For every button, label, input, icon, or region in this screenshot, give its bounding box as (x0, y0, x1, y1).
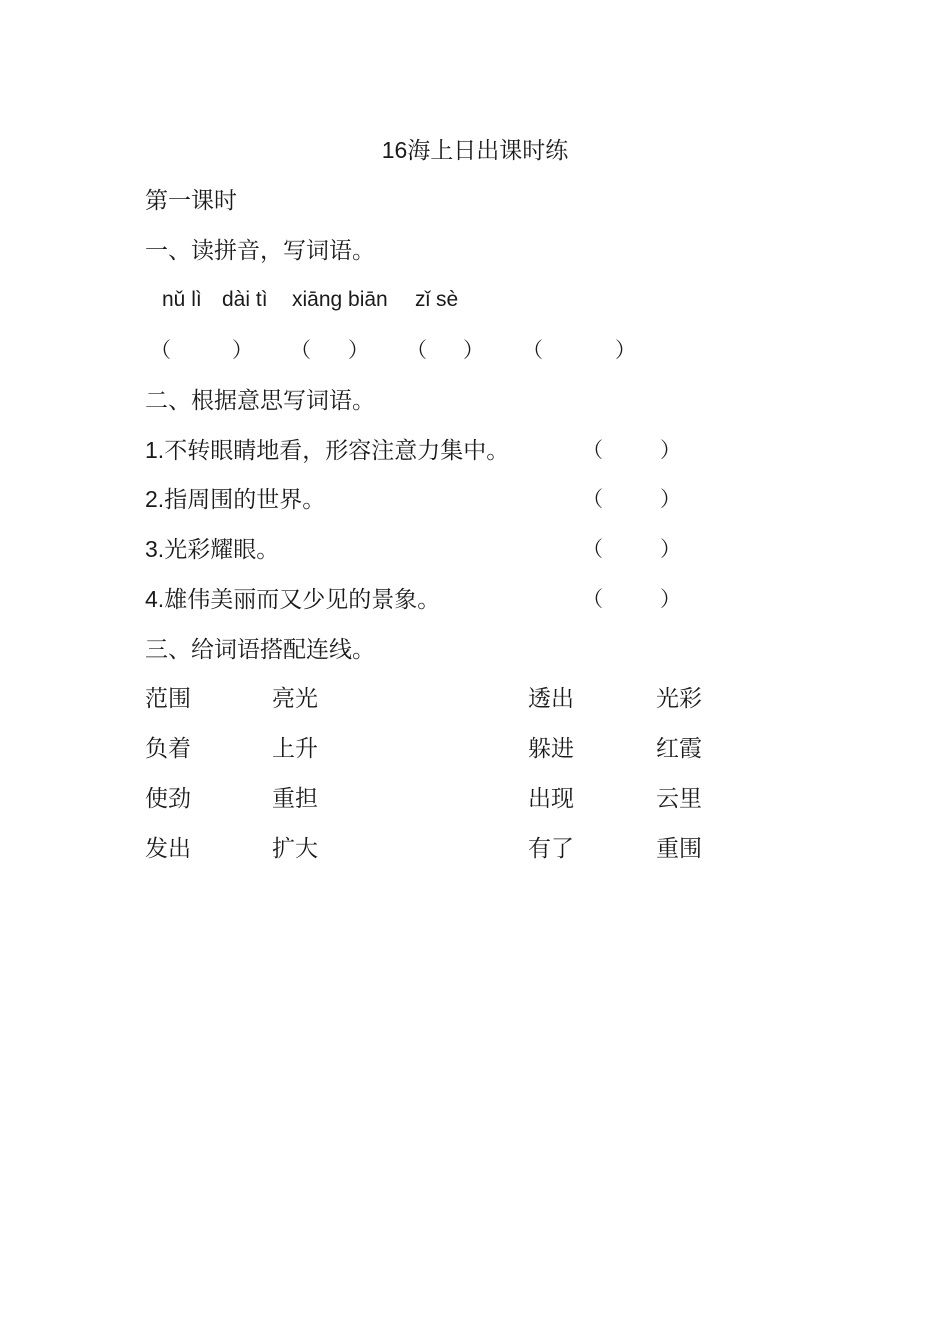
definition-item (145, 534, 279, 565)
answer-paren-close: ） (348, 338, 369, 362)
section1-heading: 一、读拼音，写词语。 (145, 238, 375, 264)
answer-paren-open: （ (582, 438, 603, 462)
pinyin-item: xiāng biān (292, 288, 388, 311)
definition-number: 2. (145, 486, 165, 512)
definition-number: 1. (145, 437, 165, 463)
lesson-label: 第一课时 (145, 188, 237, 214)
match-word: 重围 (656, 836, 702, 862)
answer-paren-open: （ (290, 338, 311, 362)
match-word: 亮光 (272, 686, 318, 712)
page-title (0, 135, 950, 166)
answer-paren-open: （ (582, 487, 603, 511)
title-number: 16 (381, 137, 408, 163)
match-word: 光彩 (656, 686, 702, 712)
answer-paren-open: （ (150, 338, 171, 362)
match-word: 扩大 (272, 836, 318, 862)
match-word: 出现 (528, 786, 574, 812)
match-word: 重担 (272, 786, 318, 812)
title-text: 海上日出课时练 (407, 138, 569, 164)
match-word: 范围 (145, 686, 191, 712)
answer-paren-open: （ (582, 587, 603, 611)
answer-paren-close: ） (232, 338, 253, 362)
match-word: 发出 (145, 836, 191, 862)
answer-paren-open: （ (406, 338, 427, 362)
match-word: 透出 (528, 686, 574, 712)
section3-heading: 三、给词语搭配连线。 (145, 637, 375, 663)
match-word: 云里 (656, 786, 702, 812)
section2-heading: 二、根据意思写词语。 (145, 388, 375, 414)
definition-text: 指周围的世界。 (164, 487, 326, 513)
match-word: 红霞 (656, 736, 702, 762)
definition-item (145, 435, 509, 466)
pinyin-item: zǐ sè (415, 288, 459, 311)
answer-paren-close: ） (615, 338, 636, 362)
definition-item (145, 584, 440, 615)
definition-number: 4. (145, 586, 165, 612)
definition-text: 光彩耀眼。 (164, 537, 280, 563)
definition-text: 雄伟美丽而又少见的景象。 (164, 587, 441, 613)
answer-paren-close: ） (660, 587, 681, 611)
match-word: 有了 (528, 836, 574, 862)
answer-paren-open: （ (582, 537, 603, 561)
answer-paren-open: （ (522, 338, 543, 362)
definition-item (145, 484, 325, 515)
answer-paren-close: ） (660, 487, 681, 511)
pinyin-item: dài tì (222, 288, 268, 311)
match-word: 上升 (272, 736, 318, 762)
match-word: 躲进 (528, 736, 574, 762)
match-word: 使劲 (145, 786, 191, 812)
definition-number: 3. (145, 536, 165, 562)
definition-text: 不转眼睛地看，形容注意力集中。 (164, 438, 510, 464)
answer-paren-close: ） (660, 438, 681, 462)
answer-paren-close: ） (463, 338, 484, 362)
pinyin-item: nǔ lì (162, 288, 202, 311)
answer-paren-close: ） (660, 537, 681, 561)
match-word: 负着 (145, 736, 191, 762)
